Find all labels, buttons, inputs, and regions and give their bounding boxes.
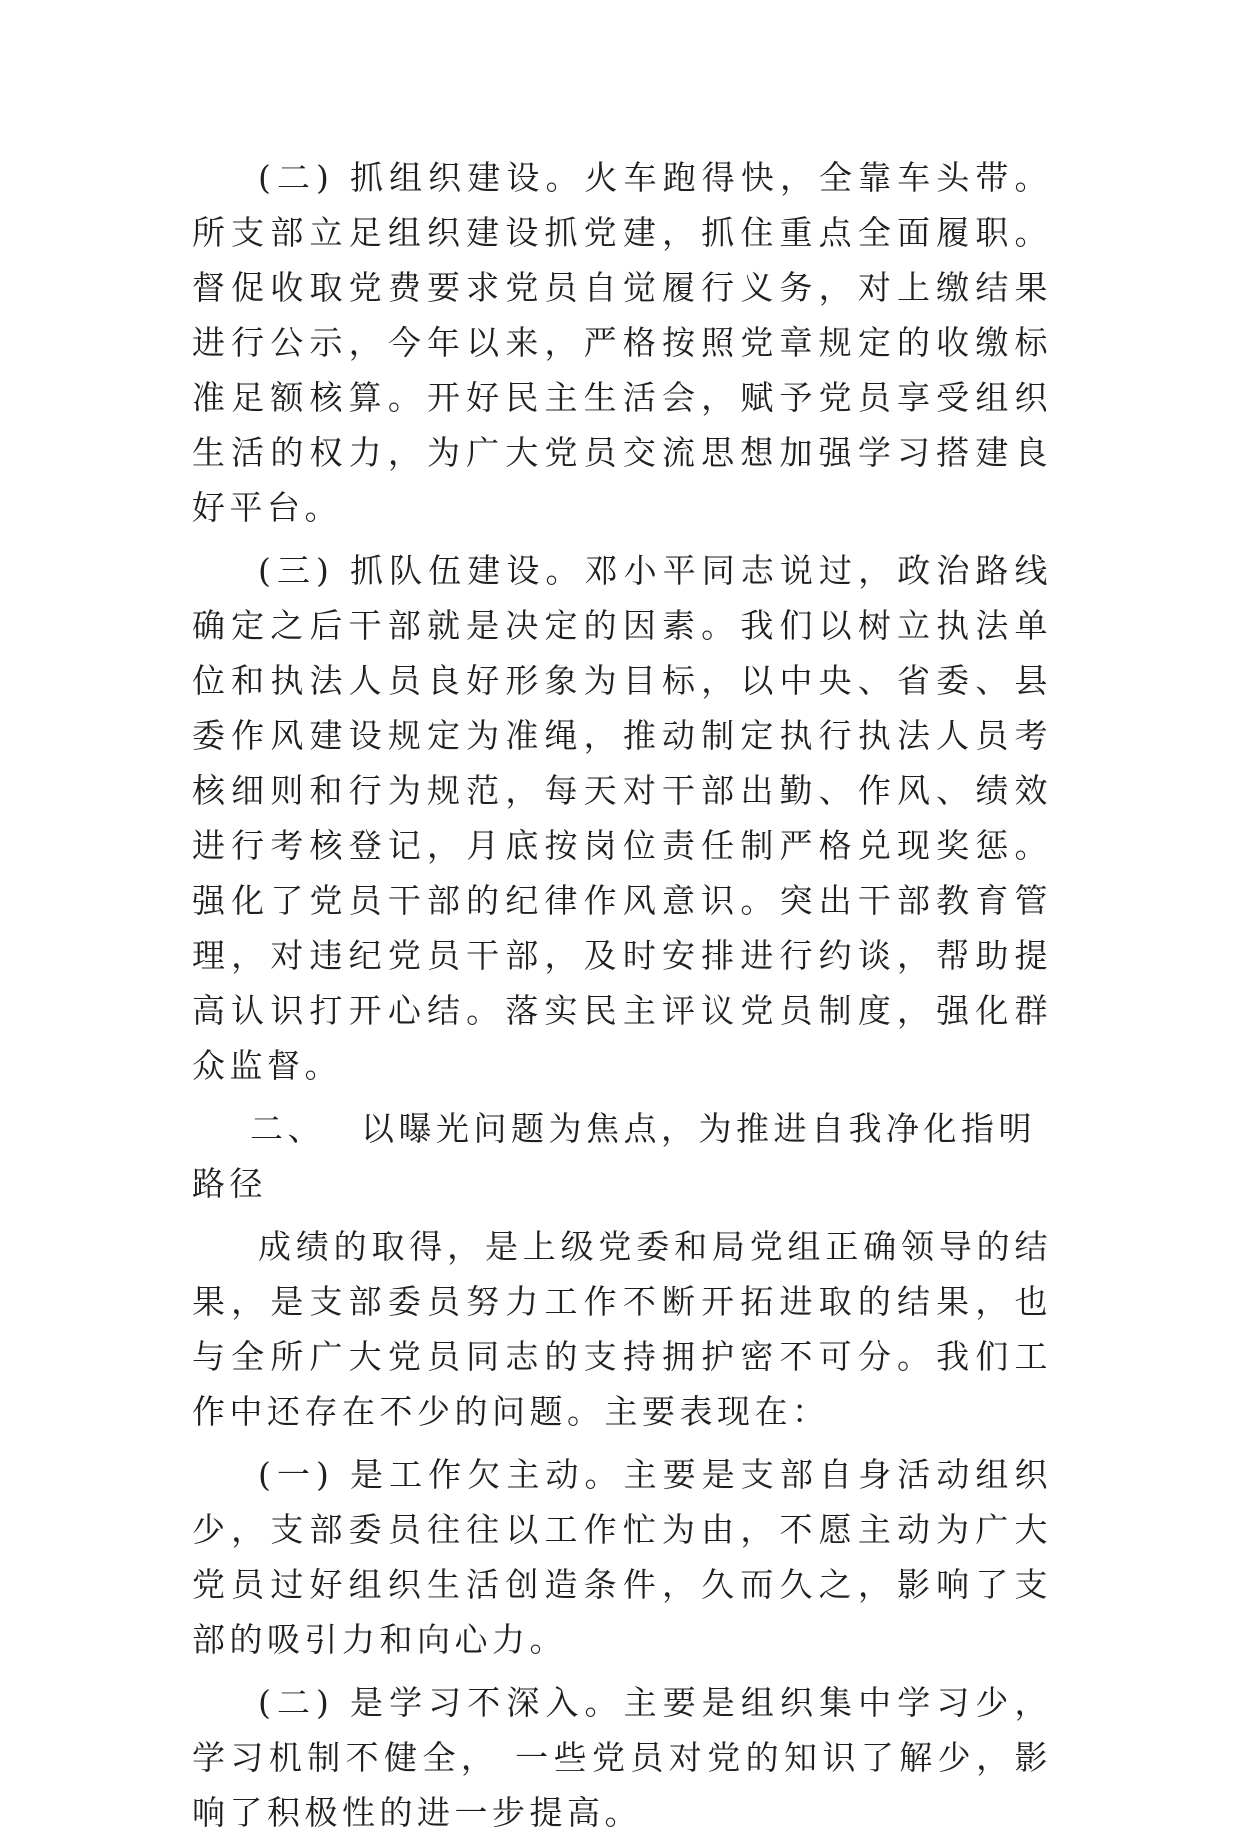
section-heading-number: 二、 [250,1109,325,1148]
document-body [192,150,1052,1848]
section-heading [192,1101,1052,1211]
section-heading-title: 以曝光问题为焦点，为推进自我净化指明路径 [192,1109,1036,1203]
paragraph-issue-study: (二) 是学习不深入。主要是组织集中学习少，学习机制不健全， 一些党员对党的知识了解少，影响了积极性的进一步提高。 [192,1683,1052,1832]
paragraph-organization-building: (二) 抓组织建设。火车跑得快，全靠车头带。所支部立足组织建设抓党建，抓住重点全面履职。督促收取党费要求党员自觉履行义务，对上缴结果进行公示，今年以来，严格按照党章规定的收缴标准足额核算。开好民主生活会，赋予党员享受组织生活的权力，为广大党员交流思想加强学习搭建良好平台。 [192,158,1052,527]
paragraph-issue-initiative: (一) 是工作欠主动。主要是支部自身活动组织少，支部委员往往以工作忙为由，不愿主动为广大党员过好组织生活创造条件，久而久之，影响了支部的吸引力和向心力。 [192,1455,1052,1659]
paragraph-achievements: 成绩的取得，是上级党委和局党组正确领导的结果，是支部委员努力工作不断开拓进取的结果，也与全所广大党员同志的支持拥护密不可分。我们工作中还存在不少的问题。主要表现在： [192,1227,1052,1431]
paragraph-team-building: (三) 抓队伍建设。邓小平同志说过，政治路线确定之后干部就是决定的因素。我们以树立执法单位和执法人员良好形象为目标，以中央、省委、县委作风建设规定为准绳，推动制定执行执法人员考核细则和行为规范，每天对干部出勤、作风、绩效进行考核登记，月底按岗位责任制严格兑现奖惩。强化了党员干部的纪律作风意识。突出干部教育管理，对违纪党员干部，及时安排进行约谈，帮助提高认识打开心结。落实民主评议党员制度，强化群众监督。 [192,551,1052,1085]
